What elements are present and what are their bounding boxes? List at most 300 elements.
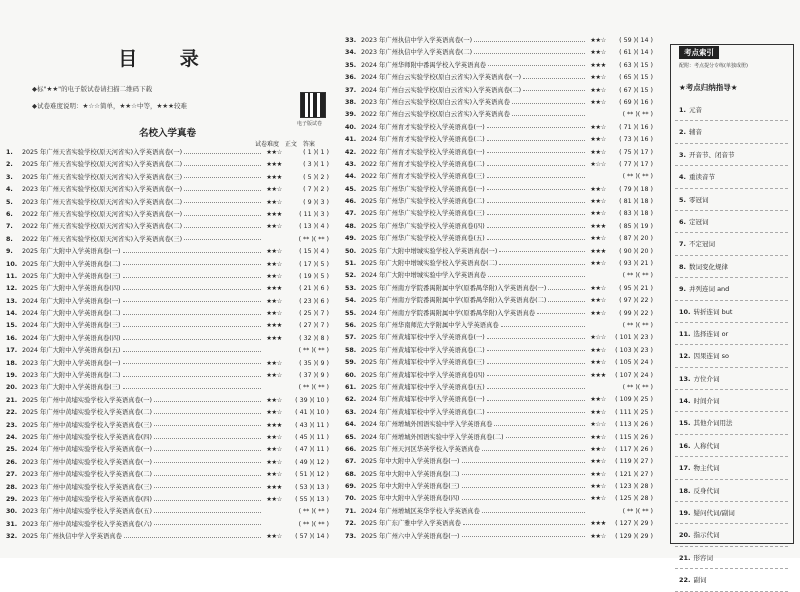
page-numbers: ( 93 )( 21 ) [619,260,653,268]
entry-title: 2024 年广大附中入学英语真卷(一) [22,297,121,305]
dot-leader [487,189,585,190]
difficulty-rating: ★★☆ [590,98,606,106]
entry-number: 18. [6,359,18,367]
entry-number: 36. [345,74,357,82]
entry-number: 9. [6,248,13,256]
entry-number: 8. [6,235,13,243]
index-item-number: 11. [679,329,691,338]
difficulty-rating: ★★☆ [266,149,282,156]
page-numbers: ( 99 )( 22 ) [619,309,653,317]
dot-leader [487,239,585,240]
index-item-label: 物主代词 [693,464,720,473]
toc-entry[interactable] [345,320,653,332]
toc-entry[interactable] [345,147,653,159]
entry-number: 32. [6,533,18,541]
toc-entry[interactable] [345,469,653,481]
page-numbers: ( 19 )( 5 ) [299,272,329,280]
toc-entry[interactable] [345,394,653,406]
toc-entry[interactable] [6,457,329,469]
page-numbers: ( 117 )( 26 ) [615,445,653,453]
toc-entry[interactable] [6,358,329,370]
index-item[interactable] [675,301,788,323]
difficulty-rating: ★★☆ [590,359,606,367]
page-numbers: ( 55 )( 13 ) [295,495,329,503]
toc-entry[interactable] [6,531,329,543]
entry-title: 2025 年广州华广实验学校入学英语真卷(四) [361,222,485,230]
index-item-number: 16. [679,441,691,450]
entry-title: 2023 年广大附中入学英语真卷(二) [22,372,121,380]
index-item[interactable] [675,457,788,479]
difficulty-rating: ★★☆ [590,210,606,218]
entry-number: 19. [6,372,18,380]
index-item-label: 时间介词 [693,397,720,406]
entry-title: 2025 年广州南方学院番禺附属中学(原番禺华附)入学英语真卷(一) [361,284,547,292]
difficulty-rating: ★★☆ [266,186,282,194]
dot-leader [487,363,585,364]
entry-number: 27. [6,471,18,479]
toc-entry[interactable] [345,357,653,369]
toc-entry[interactable] [345,134,653,146]
index-item[interactable] [675,278,788,300]
difficulty-rating: ★★☆ [590,297,606,305]
page-numbers: ( 41 )( 10 ) [295,409,329,417]
page-numbers: ( 53 )( 13 ) [295,483,329,491]
entry-title: 2025 年广州华广实验学校入学英语真卷(三) [361,210,485,218]
toc-entry[interactable] [6,234,329,246]
entry-title: 2024 年广州白云实验学校(原白云省实)入学英语真卷(二) [361,86,522,94]
page-numbers: ( 87 )( 20 ) [619,235,653,243]
dot-leader [154,475,261,476]
toc-entry[interactable] [6,296,329,308]
entry-number: 52. [345,272,357,280]
page-numbers: ( 43 )( 11 ) [295,421,329,429]
index-item-label: 选择连词 or [693,329,729,338]
toc-entry[interactable] [6,345,329,357]
toc-entry[interactable] [6,482,329,494]
page-numbers: ( 17 )( 5 ) [299,260,329,268]
index-item-number: 4. [679,173,686,182]
page-numbers: ( ** )( ** ) [622,111,653,119]
toc-entry[interactable] [345,432,653,444]
entry-title: 2025 年广大附中增城实验学校入学英语真卷(一) [361,247,498,255]
index-item-number: 14. [679,397,691,406]
entry-number: 59. [345,359,357,367]
difficulty-rating: ★★☆ [266,248,282,256]
toc-entry[interactable] [6,259,329,271]
entry-title: 2025 年广州天省实验学校(原天河省实)入学英语真卷(二) [22,161,183,169]
difficulty-rating: ★☆☆ [590,421,606,429]
toc-entry[interactable] [6,320,329,332]
entry-title: 2024 年广州黄埔军校中学入学英语真卷(一) [361,396,485,404]
toc-entry[interactable] [6,370,329,382]
entry-number: 23. [6,421,18,429]
entry-number: 10. [6,260,18,268]
entry-title: 2025 年广州中黄埔实验学校入学英语真卷(一) [22,396,152,404]
difficulty-rating: ★★★ [590,222,606,230]
page-numbers: ( 39 )( 10 ) [295,396,329,404]
difficulty-rating: ★★☆ [266,359,282,367]
toc-entry[interactable] [345,196,653,208]
dot-leader [488,65,585,66]
toc-entry[interactable] [6,432,329,444]
page-numbers: ( 27 )( 7 ) [299,322,329,330]
dot-leader [537,313,585,314]
index-item-number: 9. [679,285,686,294]
entry-title: 2023 年广州执信中学入学英语真卷(二) [361,49,473,57]
dot-leader [123,326,261,327]
entry-number: 48. [345,222,357,230]
index-item-number: 6. [679,217,686,226]
entry-title: 2025 年广州中黄埔实验学校入学英语真卷(四) [22,433,152,441]
entry-title: 2025 年广州执信中学入学英语真卷 [22,533,122,541]
entry-number: 28. [6,483,18,491]
difficulty-rating: ★★☆ [590,346,606,354]
toc-entry[interactable] [345,35,653,47]
toc-entry[interactable] [6,271,329,283]
difficulty-rating: ★★☆ [266,310,282,318]
toc-entry[interactable] [345,382,653,394]
index-item[interactable] [675,345,788,367]
page-numbers: ( ** )( ** ) [622,173,653,181]
entry-number: 33. [345,37,357,44]
entry-title: 2023 年广州中黄埔实验学校入学英语真卷(一) [22,458,152,466]
difficulty-rating: ★★★ [266,173,282,181]
dot-leader [462,487,585,488]
entry-number: 30. [6,508,18,516]
toc-entry[interactable] [345,109,653,121]
entry-number: 70. [345,495,357,503]
toc-entry[interactable] [345,456,653,468]
entry-number: 73. [345,532,357,540]
toc-entry[interactable] [6,221,329,233]
entry-title: 2025 年中大附中入学英语真卷(一) [361,458,460,466]
page-numbers: ( 101 )( 23 ) [615,334,653,342]
index-item[interactable] [675,99,788,121]
entry-number: 55. [345,309,357,317]
entry-number: 66. [345,445,357,453]
index-item[interactable] [675,121,788,143]
page-numbers: ( ** )( ** ) [622,507,653,515]
difficulty-rating: ★★☆ [590,123,606,131]
index-item-label: 指示代词 [693,531,720,540]
entry-number: 44. [345,173,357,181]
index-item[interactable] [675,233,788,255]
toc-entry[interactable] [345,159,653,171]
index-item-label: 人称代词 [693,441,720,450]
entry-number: 45. [345,185,357,193]
dot-leader [123,363,261,364]
dot-leader [487,388,585,389]
dot-leader [462,499,585,500]
dot-leader [474,41,585,42]
difficulty-rating: ★★☆ [590,37,606,44]
page-numbers: ( 71 )( 16 ) [619,123,653,131]
dot-leader [482,512,585,513]
difficulty-rating: ★★☆ [590,483,606,491]
toc-entry[interactable] [345,370,653,382]
page-numbers: ( 32 )( 8 ) [299,334,329,342]
toc-entry[interactable] [6,395,329,407]
dot-leader [548,289,585,290]
index-item[interactable] [675,189,788,211]
difficulty-rating: ★★☆ [590,148,606,156]
toc-entry[interactable] [345,283,653,295]
toc-entry[interactable] [6,246,329,258]
dot-leader [154,524,261,525]
toc-entry[interactable] [6,407,329,419]
index-item-label: 辅音 [689,128,702,137]
dot-leader [487,177,585,178]
difficulty-rating: ★★☆ [266,223,282,231]
toc-entry[interactable] [345,258,653,270]
toc-entry[interactable] [6,184,329,196]
toc-entry[interactable] [345,518,653,530]
dot-leader [184,239,261,240]
toc-entry[interactable] [6,333,329,345]
dot-leader [123,264,261,265]
entry-number: 51. [345,260,357,268]
toc-entry[interactable] [6,308,329,320]
dot-leader [123,301,261,302]
dot-leader [154,487,261,488]
dot-leader [184,190,261,191]
difficulty-rating: ★★☆ [590,136,606,144]
dot-leader [499,264,585,265]
entry-number: 37. [345,86,357,94]
page-numbers: ( ** )( ** ) [298,520,329,528]
entry-number: 39. [345,111,357,119]
dot-leader [548,301,585,302]
dot-leader [487,202,585,203]
entry-number: 31. [6,520,18,528]
toc-entry[interactable] [345,481,653,493]
entry-number: 17. [6,347,18,355]
entry-title: 2024 年广州南方学院番禺附属中学(原番禺华附)入学英语真卷 [361,309,536,317]
dot-leader [463,524,585,525]
entry-title: 2022 年广州育才实验学校入学英语真卷(二) [361,160,485,168]
toc-entry[interactable] [345,345,653,357]
index-item[interactable] [675,256,788,278]
page-numbers: ( 73 )( 16 ) [619,136,653,144]
toc-entry[interactable] [345,419,653,431]
entry-number: 22. [6,409,18,417]
toc-entry[interactable] [345,72,653,84]
entry-title: 2023 年广州白云实验学校(原白云省实)入学英语真卷 [361,98,510,106]
index-item[interactable] [675,323,788,345]
toc-entry[interactable] [6,172,329,184]
toc-entry[interactable] [345,295,653,307]
dot-leader [487,140,585,141]
index-item-number: 12. [679,352,691,361]
entry-number: 2. [6,161,13,169]
qr-code-icon [300,92,326,118]
difficulty-rating: ★★☆ [590,86,606,94]
toc-entry[interactable] [345,122,653,134]
entry-title: 2025 年广州六中入学英语真卷(一) [361,532,460,540]
page-numbers: ( 127 )( 29 ) [615,520,653,528]
page-numbers: ( ** )( ** ) [298,508,329,516]
page-numbers: ( 85 )( 19 ) [619,222,653,230]
index-item[interactable] [675,524,788,546]
toc-entry[interactable] [6,519,329,531]
dot-leader [184,165,261,166]
toc-entry[interactable] [345,246,653,258]
toc-entry[interactable] [345,407,653,419]
index-item[interactable] [675,144,788,166]
index-subtitle: 配附：考点提分专练(单独成册) [679,63,748,69]
toc-entry[interactable] [345,184,653,196]
entry-title: 2024 年广州华师附中番禺学校入学英语真卷 [361,61,487,69]
dot-leader [462,536,585,537]
toc-entry[interactable] [6,494,329,506]
toc-entry[interactable] [345,308,653,320]
toc-entry[interactable] [345,171,653,183]
entry-number: 68. [345,470,357,478]
toc-entry[interactable] [6,159,329,171]
dot-leader [123,351,261,352]
entry-number: 7. [6,223,13,231]
entry-number: 72. [345,520,357,528]
index-item[interactable] [675,390,788,412]
entry-title: 2024 年广州增城外国语实验中学入学英语真卷 [361,421,493,429]
page-numbers: ( ** )( ** ) [298,384,329,392]
page-numbers: ( 115 )( 26 ) [615,433,653,441]
index-item-number: 22. [679,576,691,585]
entry-number: 11. [6,272,18,280]
entry-number: 12. [6,285,18,293]
index-item-label: 方位介词 [693,374,720,383]
toc-entry[interactable] [6,444,329,456]
page-numbers: ( 113 )( 26 ) [615,421,653,429]
toc-entry[interactable] [6,506,329,518]
column-headers: 试卷难度 正文 答案 [255,141,315,148]
toc-entry[interactable] [345,221,653,233]
index-item[interactable] [675,435,788,457]
index-tag: 考点索引 [679,46,719,59]
exam-list-middle [345,35,653,543]
toc-entry[interactable] [345,444,653,456]
entry-number: 64. [345,421,357,429]
toc-entry[interactable] [345,85,653,97]
entry-title: 2024 年广州增城区英华学校入学英语真卷 [361,507,480,515]
toc-entry[interactable] [345,332,653,344]
toc-entry[interactable] [345,531,653,543]
toc-entry[interactable] [345,60,653,72]
entry-title: 2025 年广州黄埔军校中学入学英语真卷(三) [361,359,485,367]
entry-number: 14. [6,310,18,318]
dot-leader [506,437,585,438]
difficulty-rating: ★★☆ [590,408,606,416]
index-item-number: 1. [679,106,686,114]
entry-title: 2023 年广州中黄埔实验学校入学英语真卷(二) [22,471,152,479]
entry-number: 3. [6,173,13,181]
page-numbers: ( 51 )( 12 ) [295,471,329,479]
toc-entry[interactable] [6,420,329,432]
index-item[interactable] [675,211,788,233]
difficulty-rating: ★★☆ [266,396,282,404]
dot-leader [154,450,261,451]
entry-title: 2024 年广州黄埔军校中学入学英语真卷(二) [361,408,485,416]
toc-entry[interactable] [345,208,653,220]
page-numbers: ( ** )( ** ) [298,235,329,243]
entry-title: 2023 年广州中黄埔实验学校入学英语真卷(五) [22,508,152,516]
toc-entry[interactable] [6,469,329,481]
difficulty-rating: ★★☆ [266,409,282,417]
difficulty-rating: ★★★ [590,520,606,528]
dot-leader [184,227,261,228]
entry-number: 49. [345,235,357,243]
entry-number: 20. [6,384,18,392]
index-item[interactable] [675,480,788,502]
dot-leader [184,215,261,216]
dot-leader [154,425,261,426]
entry-number: 42. [345,148,357,156]
toc-entry[interactable] [6,147,329,159]
entry-number: 4. [6,186,13,194]
toc-entry[interactable] [345,233,653,245]
page-numbers: ( 59 )( 14 ) [619,37,653,44]
toc-entry[interactable] [345,506,653,518]
toc-entry[interactable] [345,47,653,59]
toc-entry[interactable] [345,270,653,282]
dot-leader [123,339,261,340]
entry-number: 35. [345,61,357,69]
section-heading: 名校入学真卷 [138,128,196,139]
difficulty-rating: ★★☆ [266,533,282,541]
entry-title: 2023 年广州天省实验学校(原天河省实)入学英语真卷(一) [22,186,183,194]
entry-title: 2024 年广州育才实验学校入学英语真卷(二) [361,136,485,144]
toc-entry[interactable] [345,493,653,505]
index-item[interactable] [675,166,788,188]
index-item[interactable] [675,547,788,569]
index-item[interactable] [675,368,788,390]
toc-entry[interactable] [345,97,653,109]
difficulty-rating: ★★☆ [590,532,606,540]
page-numbers: ( ** )( ** ) [622,383,653,391]
page-numbers: ( 15 )( 4 ) [299,248,329,256]
toc-entry[interactable] [6,283,329,295]
entry-number: 5. [6,198,13,206]
page-numbers: ( 1 )( 1 ) [303,149,329,156]
middle-column [335,0,665,558]
index-item[interactable] [675,569,788,591]
page-numbers: ( 129 )( 29 ) [615,532,653,540]
toc-entry[interactable] [6,382,329,394]
entry-number: 29. [6,495,18,503]
dot-leader [154,413,261,414]
entry-title: 2025 年广州华广实验学校入学英语真卷(五) [361,235,485,243]
dot-leader [487,400,585,401]
page-title: 目 录 [118,48,217,70]
difficulty-rating: ★★☆ [590,495,606,503]
entry-number: 60. [345,371,357,379]
page-numbers: ( 109 )( 25 ) [615,396,653,404]
page-numbers: ( 47 )( 11 ) [295,446,329,454]
dot-leader [512,103,585,104]
entry-title: 2025 年广大附中增城实验学校入学英语真卷(二) [361,260,498,268]
index-item[interactable] [675,412,788,434]
toc-entry[interactable] [6,197,329,209]
dot-leader [154,401,261,402]
dot-leader [501,326,585,327]
difficulty-rating: ★★☆ [266,372,282,380]
difficulty-rating: ★★☆ [590,284,606,292]
entry-number: 26. [6,458,18,466]
page-numbers: ( 123 )( 28 ) [615,483,653,491]
toc-entry[interactable] [6,209,329,221]
entry-number: 6. [6,210,13,218]
index-item[interactable] [675,502,788,524]
